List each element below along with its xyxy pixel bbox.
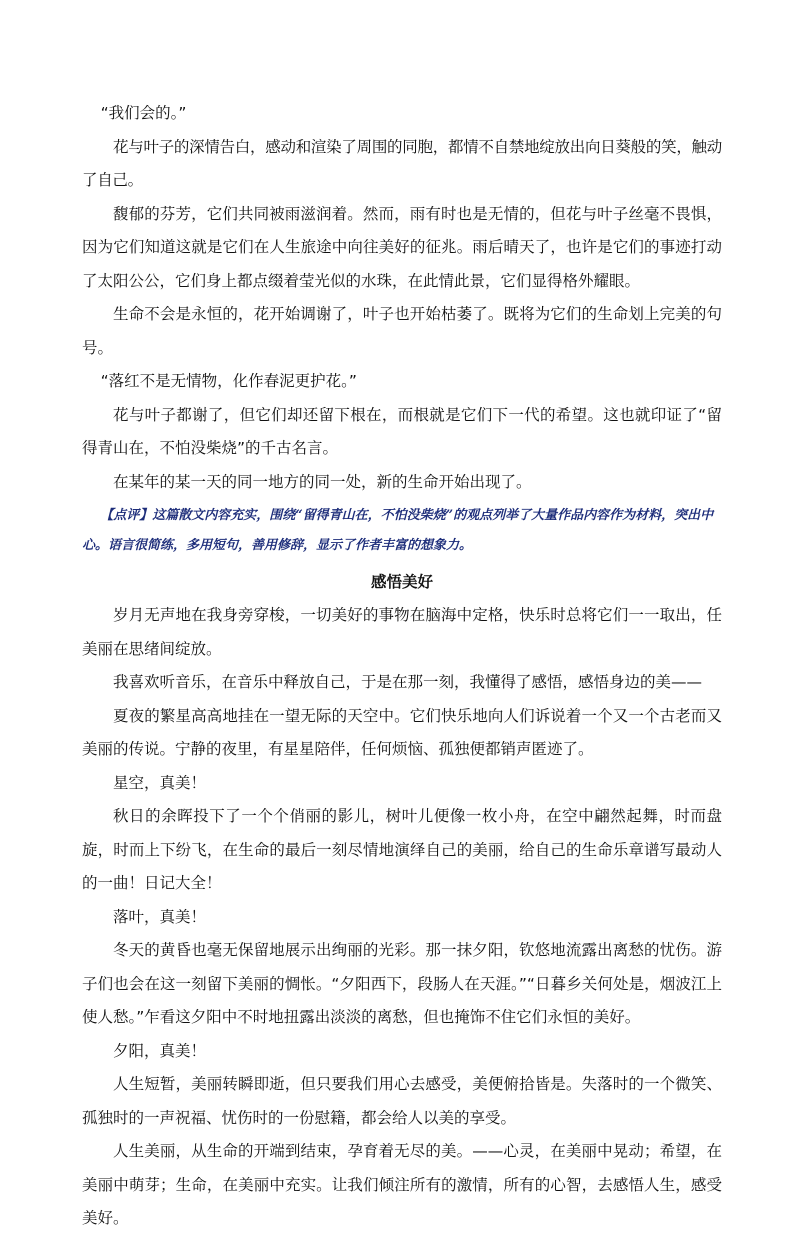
paragraph: “落红不是无情物，化作春泥更护花。” [100,372,357,390]
essay-title: 感悟美好 [370,573,433,591]
review-comment: 【点评】这篇散文内容充实，围绕“留得青山在，不怕没柴烧”的观点列举了大量作品内容作为材料，突出中心。语言很简练，多用短句，善用修辞，显示了作者丰富的想象力。 [82,508,714,553]
paragraph: 我喜欢听音乐，在音乐中释放自己，于是在那一刻，我懂得了感悟，感悟身边的美—— [113,673,703,691]
paragraph: 在某年的某一天的同一地方的同一处，新的生命开始出现了。 [113,472,532,491]
paragraph: 秋日的余晖投下了一个个俏丽的影儿，树叶儿便像一枚小舟，在空中翩然起舞，时而盘旋，时而上下纷飞，在生命的最后一刻尽情地演绎自己的美丽，给自己的生命乐章谱写最动人的一曲！日记大全！ [82,807,722,892]
paragraph: “我们会的。” [100,104,187,122]
paragraph: 花与叶子的深情告白，感动和渲染了周围的同胞，都情不自禁地绽放出向日葵般的笑，触动了自己。 [82,137,722,189]
paragraph: 星空，真美！ [113,773,207,792]
paragraph: 人生短暂，美丽转瞬即逝，但只要我们用心去感受，美便俯拾皆是。失落时的一个微笑、孤独时的一声祝福、忧伤时的一份慰籍，都会给人以美的享受。 [82,1075,722,1127]
paragraph: 落叶，真美！ [113,907,207,926]
paragraph: 夏夜的繁星高高地挂在一望无际的天空中。它们快乐地向人们诉说着一个又一个古老而又美丽的传说。宁静的夜里，有星星陪伴，任何烦恼、孤独便都销声匿迹了。 [82,706,722,758]
paragraph: 馥郁的芬芳，它们共同被雨滋润着。然而，雨有时也是无情的，但花与叶子丝毫不畏惧，因为它们知道这就是它们在人生旅途中向往美好的征兆。雨后晴天了，也许是它们的事迹打动了太阳公公，它们身上都点缀着莹光似的水珠，在此情此景，它们显得格外耀眼。 [82,204,722,290]
paragraph: 人生美丽，从生命的开端到结束，孕育着无尽的美。——心灵，在美丽中晃动；希望，在美丽中萌芽；生命，在美丽中充实。让我们倾注所有的激情，所有的心智，去感悟人生，感受美好。 [82,1142,722,1227]
document-body [82,97,722,1236]
paragraph: 冬天的黄昏也毫无保留地展示出绚丽的光彩。那一抹夕阳，钦悠地流露出离愁的忧伤。游子们也会在这一刻留下美丽的惆怅。“夕阳西下，段肠人在天涯。”“日暮乡关何处是，烟波江上使人愁。”乍看这夕阳中不时地扭露出淡淡的离愁，但也掩饰不住它们永恒的美好。 [82,941,722,1026]
paragraph: 岁月无声地在我身旁穿梭，一切美好的事物在脑海中定格，快乐时总将它们一一取出，任美丽在思绪间绽放。 [82,606,722,658]
paragraph: 夕阳，真美！ [113,1041,207,1060]
paragraph: 生命不会是永恒的，花开始调谢了，叶子也开始枯萎了。既将为它们的生命划上完美的句号。 [82,305,722,357]
paragraph: 花与叶子都谢了，但它们却还留下根在，而根就是它们下一代的希望。这也就印证了“留得青山在，不怕没柴烧”的千古名言。 [82,405,722,457]
